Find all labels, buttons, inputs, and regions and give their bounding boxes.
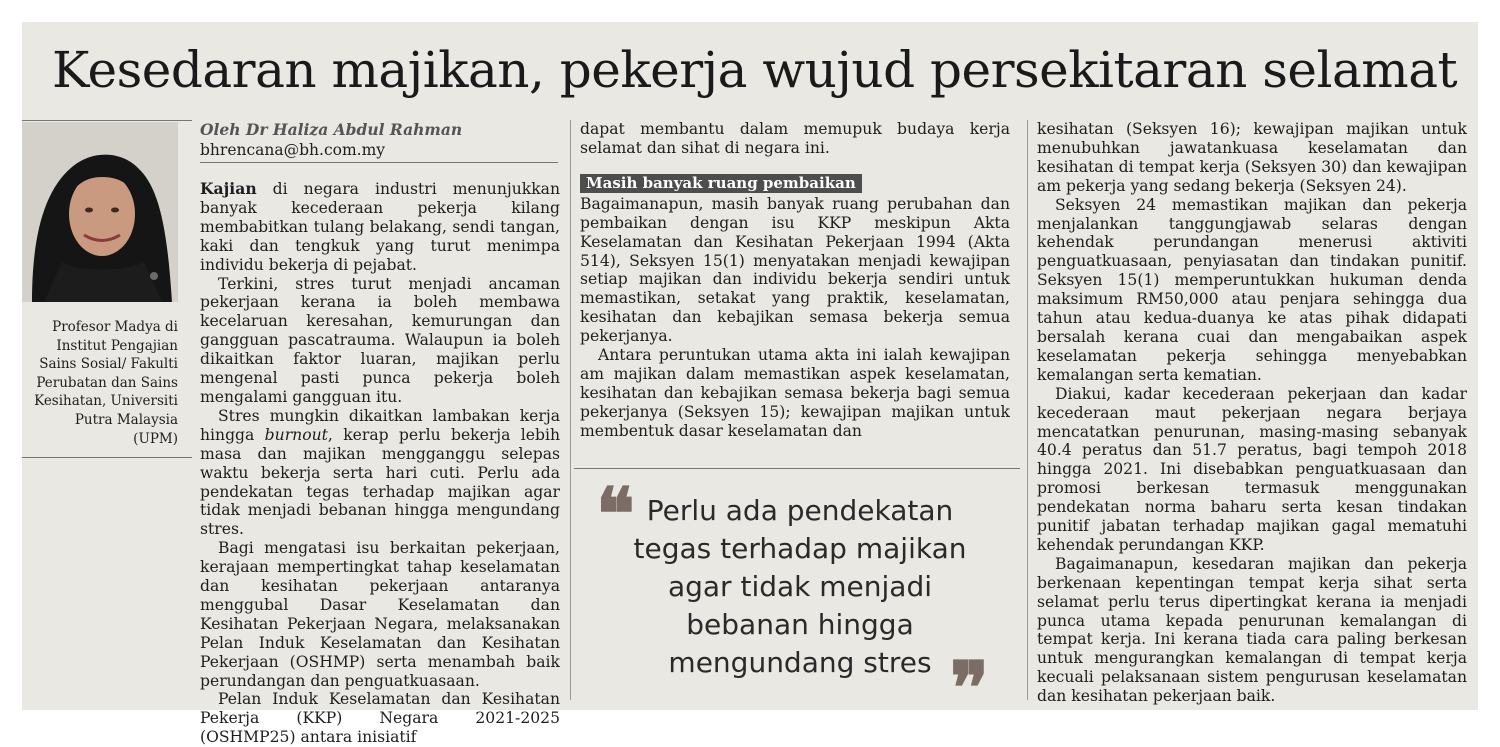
lead-word: Kajian — [200, 179, 257, 198]
lead-text: di negara industri menunjukkan banyak kecederaan pekerja kilang membabitkan tulang belakang, sendi tangan, kaki dan tengkuk yang turut menimpa individu bekerja di pejabat. — [200, 180, 560, 274]
byline — [200, 120, 560, 160]
quote-rule — [574, 468, 1020, 469]
paragraph: dapat membantu dalam memupuk budaya kerja selamat dan sihat di negara ini. — [580, 120, 1010, 157]
column-2 — [580, 120, 1010, 441]
byline-email: bhrencana@bh.com.my — [200, 141, 386, 159]
paragraph: Antara peruntukan utama akta ini ialah kewajipan am majikan dalam memastikan aspek keselamatan, kesihatan dan kebajikan semasa bekerja bagi semua pekerjanya (Seksyen 15); kewajipan majikan untuk membentuk dasar keselamatan dan — [580, 346, 1010, 440]
text-span: Stres mungkin dikaitkan lambakan kerja hingga — [200, 406, 560, 444]
column-3 — [1037, 120, 1467, 706]
byline-rule — [200, 162, 558, 163]
caption-bottom-rule — [22, 457, 192, 458]
author-photo — [22, 122, 178, 302]
paragraph — [200, 180, 560, 275]
headline: Kesedaran majikan, pekerja wujud persekitaran selamat — [52, 41, 1458, 99]
paragraph: Diakui, kadar kecederaan pekerjaan dan kadar kecederaan maut pekerjaan negara berjaya mencatatkan penurunan, masing-masing sebanyak 40.4 peratus dan 51.7 peratus, bagi tempoh 2018 hingga 2021. Ini disebabkan penguatkuasaan dan promosi berkesan termasuk menggunakan pendekatan norma baharu serta kesan tindakan punitif jabatan terhadap majikan gagal mematuhi kehendak perundangan KKP. — [1037, 384, 1467, 554]
subheading: Masih banyak ruang pembaikan — [580, 174, 862, 193]
column-divider — [570, 120, 571, 700]
paragraph: Bagaimanapun, masih banyak ruang perubahan dan pembaikan dengan isu KKP meskipun Akta Keselamatan dan Kesihatan Pekerjaan 1994 (Akta 514), Seksyen 15(1) menyatakan menjadi kewajipan setiap majikan dan individu bekerja sendiri untuk memastikan, setakat yang praktik, keselamatan, kesihatan dan kebajikan semasa bekerja semua pekerjanya. — [580, 194, 1010, 346]
paragraph: Seksyen 24 memastikan majikan dan pekerja menjalankan tanggungjawab selaras dengan kehendak perundangan menerusi aktiviti penguatkuasaan, penyiasatan dan tindakan punitif. Seksyen 15(1) memperuntukkan hukuman denda maksimum RM50,000 atau penjara sehingga dua tahun atau kedua-duanya ke atas pihak didapati bersalah kerana cuai dan mengabaikan aspek keselamatan pekerja sehingga menyebabkan kemalangan serta kematian. — [1037, 195, 1467, 384]
column-divider — [1027, 120, 1028, 700]
paragraph: Bagaimanapun, kesedaran majikan dan pekerja berkenaan kepentingan tempat kerja sihat serta selamat perlu terus dipertingkat kerana ia menjadi punca utama kepada penurunan kemalangan di tempat kerja. Ini kerana tiada cara paling berkesan untuk mengurangkan kemalangan di tempat kerja kecuali pelaksanaan sistem pengurusan keselamatan dan kesihatan pekerjaan baik. — [1037, 554, 1467, 706]
author-portrait-image — [22, 122, 178, 302]
text-span: , kerap perlu bekerja lebih masa dan majikan mengganggu selepas waktu bekerja serta hari cuti. Perlu ada pendekatan tegas terhadap majikan agar tidak menjadi bebanan hingga mengundang stres. — [200, 425, 560, 539]
open-quote-icon: ❝ — [596, 471, 635, 556]
pull-quote-text: Perlu ada pendekatan tegas terhadap majikan agar tidak menjadi bebanan hingga mengundang stres — [633, 494, 967, 679]
paragraph — [200, 407, 560, 539]
paragraph: Terkini, stres turut menjadi ancaman pekerjaan kerana ia boleh membawa kecelaruan keresahan, kemurungan dan gangguan pascatrauma. Walaupun ia boleh dikaitkan faktor luaran, majikan perlu mengenal pasti punca pekerja boleh mengalami gangguan itu. — [200, 274, 560, 406]
italic-term: burnout — [264, 425, 328, 444]
photo-caption: Profesor Madya di Institut Pengajian Sains Sosial/ Fakulti Perubatan dan Sains Kesihatan, Universiti Putra Malaysia (UPM) — [34, 319, 178, 447]
close-quote-icon: ❞ — [950, 645, 989, 730]
column-1 — [200, 180, 560, 747]
newspaper-clipping — [22, 22, 1478, 747]
pull-quote — [590, 471, 1010, 730]
paragraph: kesihatan (Seksyen 16); kewajipan majikan untuk menubuhkan jawatankuasa keselamatan dan kesihatan di tempat kerja (Seksyen 30) dan kewajipan am pekerja yang sedang bekerja (Seksyen 24). — [1037, 120, 1467, 195]
paragraph: Pelan Induk Keselamatan dan Kesihatan Pekerja (KKP) Negara 2021-2025 (OSHMP25) antara inisiatif — [200, 690, 560, 747]
byline-author: Oleh Dr Haliza Abdul Rahman — [200, 120, 463, 139]
caption-rule — [22, 120, 192, 121]
paragraph: Bagi mengatasi isu berkaitan pekerjaan, kerajaan mempertingkat tahap keselamatan dan kesihatan pekerjaan antaranya menggubal Dasar Keselamatan dan Kesihatan Pekerjaan Negara, melaksanakan Pelan Induk Keselamatan dan Kesihatan Pekerjaan (OSHMP) serta menambah baik perundangan dan penguatkuasaan. — [200, 539, 560, 690]
